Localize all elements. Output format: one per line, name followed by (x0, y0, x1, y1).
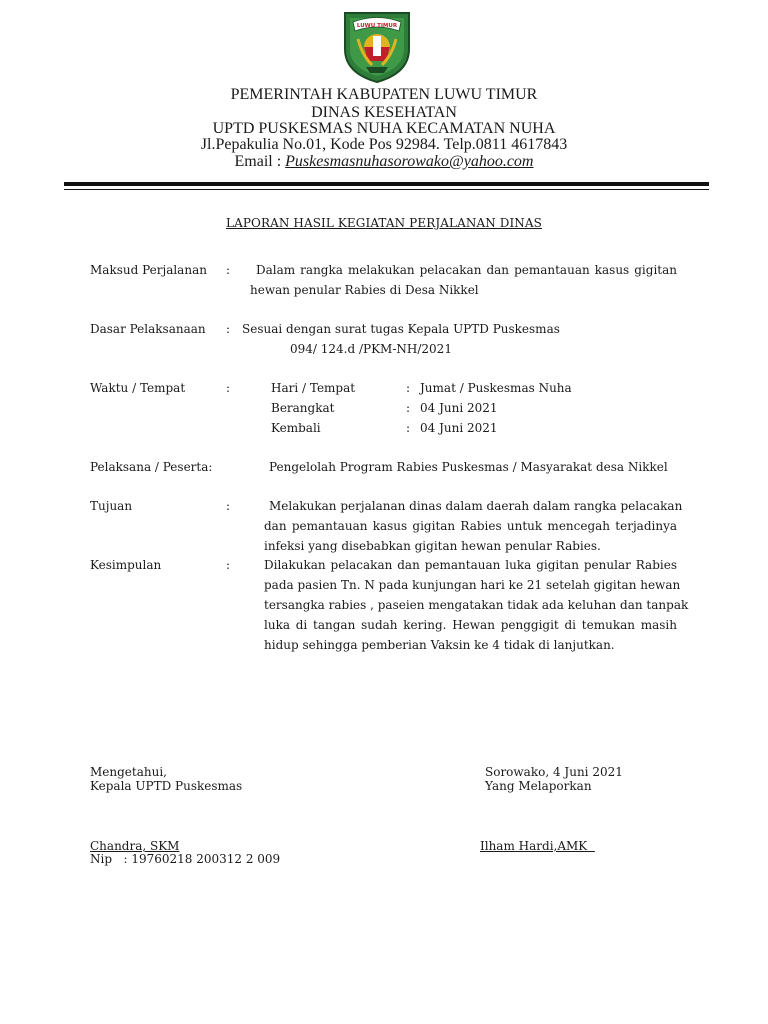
kembali-value: 04 Juni 2021 (420, 421, 498, 435)
kesimpulan-label: Kesimpulan (90, 558, 162, 572)
kesimpulan-colon: : (226, 558, 231, 572)
tujuan-label: Tujuan (90, 499, 133, 513)
dasar-letter-number: 094/ 124.d /PKM-NH/2021 (290, 342, 452, 356)
maksud-line: hewan penular Rabies di Desa Nikkel (250, 283, 479, 297)
pelaksana-value: Pengelolah Program Rabies Puskesmas / Masyarakat desa Nikkel (269, 460, 668, 474)
tujuan-colon: : (226, 499, 231, 513)
dasar-label: Dasar Pelaksanaan (90, 322, 206, 336)
letterhead-divider-thick (64, 182, 709, 186)
sign-left-name: Chandra, SKM (90, 839, 180, 853)
kesimpulan-line: hidup sehingga pemberian Vaksin ke 4 tidak di lanjutkan. (264, 638, 615, 652)
tujuan-line: dan pemantauan kasus gigitan Rabies untuk mencegah terjadinya (264, 519, 677, 533)
pelaksana-label: Pelaksana / Peserta: (90, 460, 213, 474)
tujuan-paragraph (264, 496, 683, 556)
emblem-ribbon-text: LUWU TIMUR (356, 23, 398, 29)
luwu-timur-emblem-logo (342, 9, 412, 85)
letterhead-address: Jl.Pepakulia No.01, Kode Pos 92984. Telp.0811 4617843 (200, 136, 568, 153)
sign-left-nip: Nip : 19760218 200312 2 009 (90, 852, 281, 866)
kembali-label: Kembali (271, 421, 321, 435)
document-title: LAPORAN HASIL KEGIATAN PERJALANAN DINAS (226, 216, 542, 230)
maksud-text (256, 260, 677, 280)
email-label: Email : (234, 153, 286, 170)
email-link[interactable]: Puskesmasnuhasorowako@yahoo.com (285, 153, 534, 170)
letterhead-government: PEMERINTAH KABUPATEN LUWU TIMUR (230, 86, 538, 103)
waktu-colon: : (226, 381, 231, 395)
tujuan-line: infeksi yang disebabkan gigitan hewan penular Rabies. (264, 539, 601, 553)
hari-tempat-value: Jumat / Puskesmas Nuha (420, 381, 572, 395)
hari-tempat-label: Hari / Tempat (271, 381, 356, 395)
kesimpulan-paragraph (264, 555, 689, 655)
berangkat-label: Berangkat (271, 401, 335, 415)
letterhead-unit: UPTD PUSKESMAS NUHA KECAMATAN NUHA (212, 120, 556, 137)
sign-left-acknowledged: Mengetahui, (90, 765, 167, 779)
sign-left-position: Kepala UPTD Puskesmas (90, 779, 243, 793)
letterhead-divider-thin (64, 189, 709, 190)
letterhead-email (100, 153, 668, 171)
kesimpulan-line: tersangka rabies , paseien mengatakan tidak ada keluhan dan tanpak (264, 598, 689, 612)
maksud-line: Dalam rangka melakukan pelacakan dan pemantauan kasus gigitan (256, 263, 677, 277)
berangkat-colon: : (406, 401, 411, 415)
sign-right-position: Yang Melaporkan (485, 779, 592, 793)
kesimpulan-line: Dilakukan pelacakan dan pemantauan luka gigitan penular Rabies (264, 558, 677, 572)
sign-right-place-date: Sorowako, 4 Juni 2021 (485, 765, 623, 779)
maksud-label: Maksud Perjalanan (90, 263, 207, 277)
hari-tempat-colon: : (406, 381, 411, 395)
sign-right-name: Ilham Hardi,AMK (480, 839, 595, 853)
berangkat-value: 04 Juni 2021 (420, 401, 498, 415)
waktu-label: Waktu / Tempat (90, 381, 186, 395)
letterhead-department: DINAS KESEHATAN (311, 104, 457, 121)
maksud-colon: : (226, 263, 231, 277)
kesimpulan-line: pada pasien Tn. N pada kunjungan hari ke 21 setelah gigitan hewan (264, 578, 681, 592)
tujuan-line: Melakukan perjalanan dinas dalam daerah dalam rangka pelacakan (269, 499, 683, 513)
dasar-line: Sesuai dengan surat tugas Kepala UPTD Puskesmas (242, 322, 560, 336)
kesimpulan-line: luka di tangan sudah kering. Hewan penggigit di temukan masih (264, 618, 677, 632)
dasar-colon: : (226, 322, 231, 336)
kembali-colon: : (406, 421, 411, 435)
